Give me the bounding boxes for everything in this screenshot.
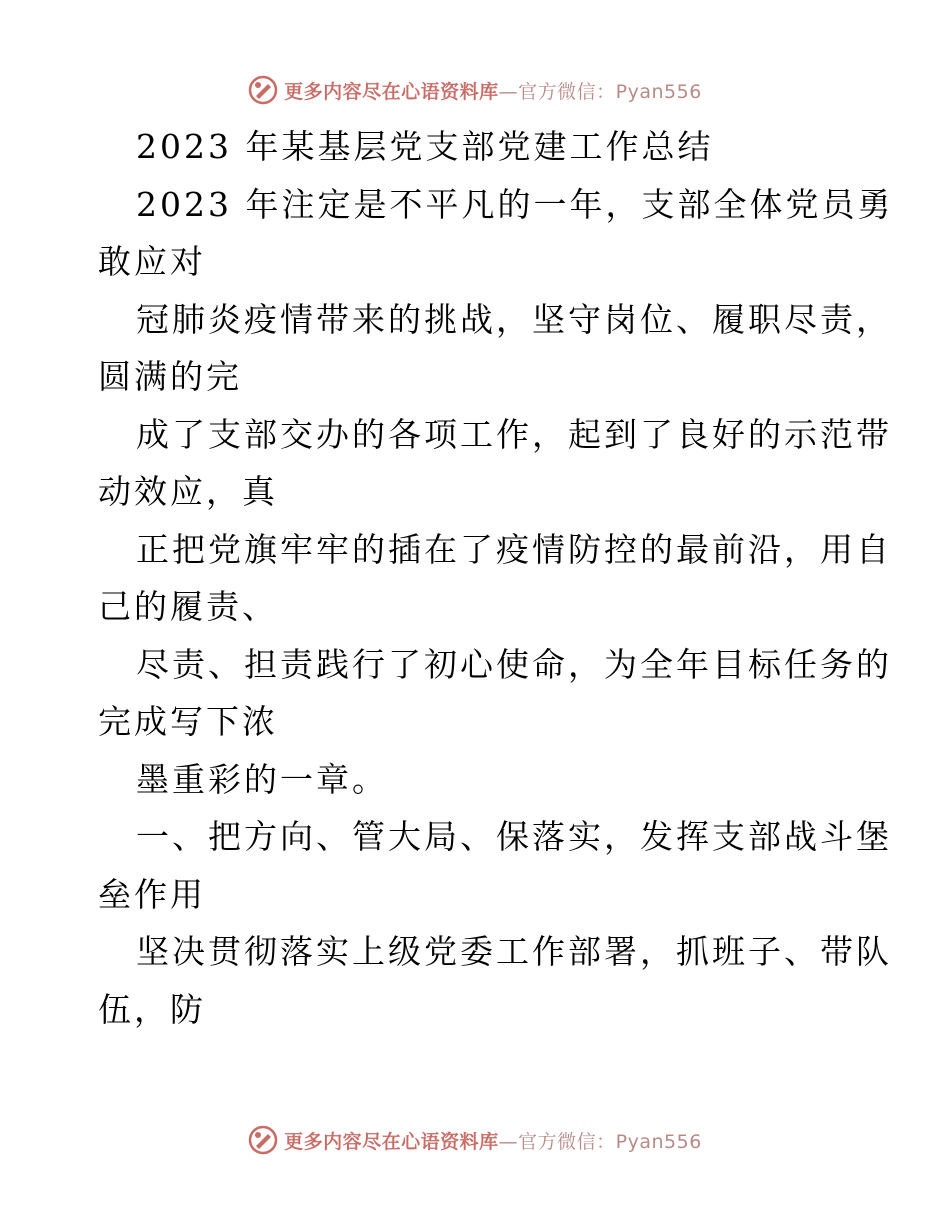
paragraph-line: 伍，防: [98, 989, 206, 1029]
watermark-footer: [0, 1120, 950, 1160]
watermark-text: [284, 77, 702, 104]
watermark-group: [248, 75, 702, 105]
watermark-header: [0, 70, 950, 110]
watermark-wechat: —官方微信：Pyan556: [498, 80, 702, 103]
paragraph-line: 尽责、担责践行了初心使命，为全年目标任务的: [136, 644, 892, 684]
watermark-brand: 更多内容尽在心语资料库: [284, 1130, 499, 1153]
paragraph-line: 正把党旗牢牢的插在了疫情防控的最前沿，用自: [136, 529, 892, 569]
document-title: 2023 年某基层党支部党建工作总结: [136, 127, 714, 166]
paragraph-line: 墨重彩的一章。: [136, 759, 388, 799]
watermark-wechat: —官方微信：Pyan556: [498, 1130, 702, 1153]
paragraph-line: 完成写下浓: [98, 702, 278, 741]
paragraph-line: 敢应对: [98, 242, 206, 281]
paragraph-line: 冠肺炎疫情带来的挑战，坚守岗位、履职尽责，: [136, 299, 892, 339]
document-body: [98, 118, 894, 1038]
paragraph-line: 圆满的完: [98, 357, 242, 396]
paragraph-line: 成了支部交办的各项工作，起到了良好的示范带: [136, 414, 892, 454]
paragraph-line: 动效应，真: [98, 472, 278, 511]
quill-seal-icon: [248, 1125, 278, 1155]
watermark-text: [284, 1127, 702, 1154]
watermark-group: [248, 1125, 702, 1155]
section-heading: 一、把方向、管大局、保落实，发挥支部战斗堡: [136, 817, 892, 856]
quill-seal-icon: [248, 75, 278, 105]
paragraph-line: 2023 年注定是不平凡的一年，支部全体党员勇: [136, 184, 894, 224]
section-heading-cont: 垒作用: [98, 874, 206, 914]
paragraph-line: 坚决贯彻落实上级党委工作部署，抓班子、带队: [136, 932, 892, 971]
watermark-brand: 更多内容尽在心语资料库: [284, 80, 499, 103]
paragraph-line: 己的履责、: [98, 587, 278, 626]
